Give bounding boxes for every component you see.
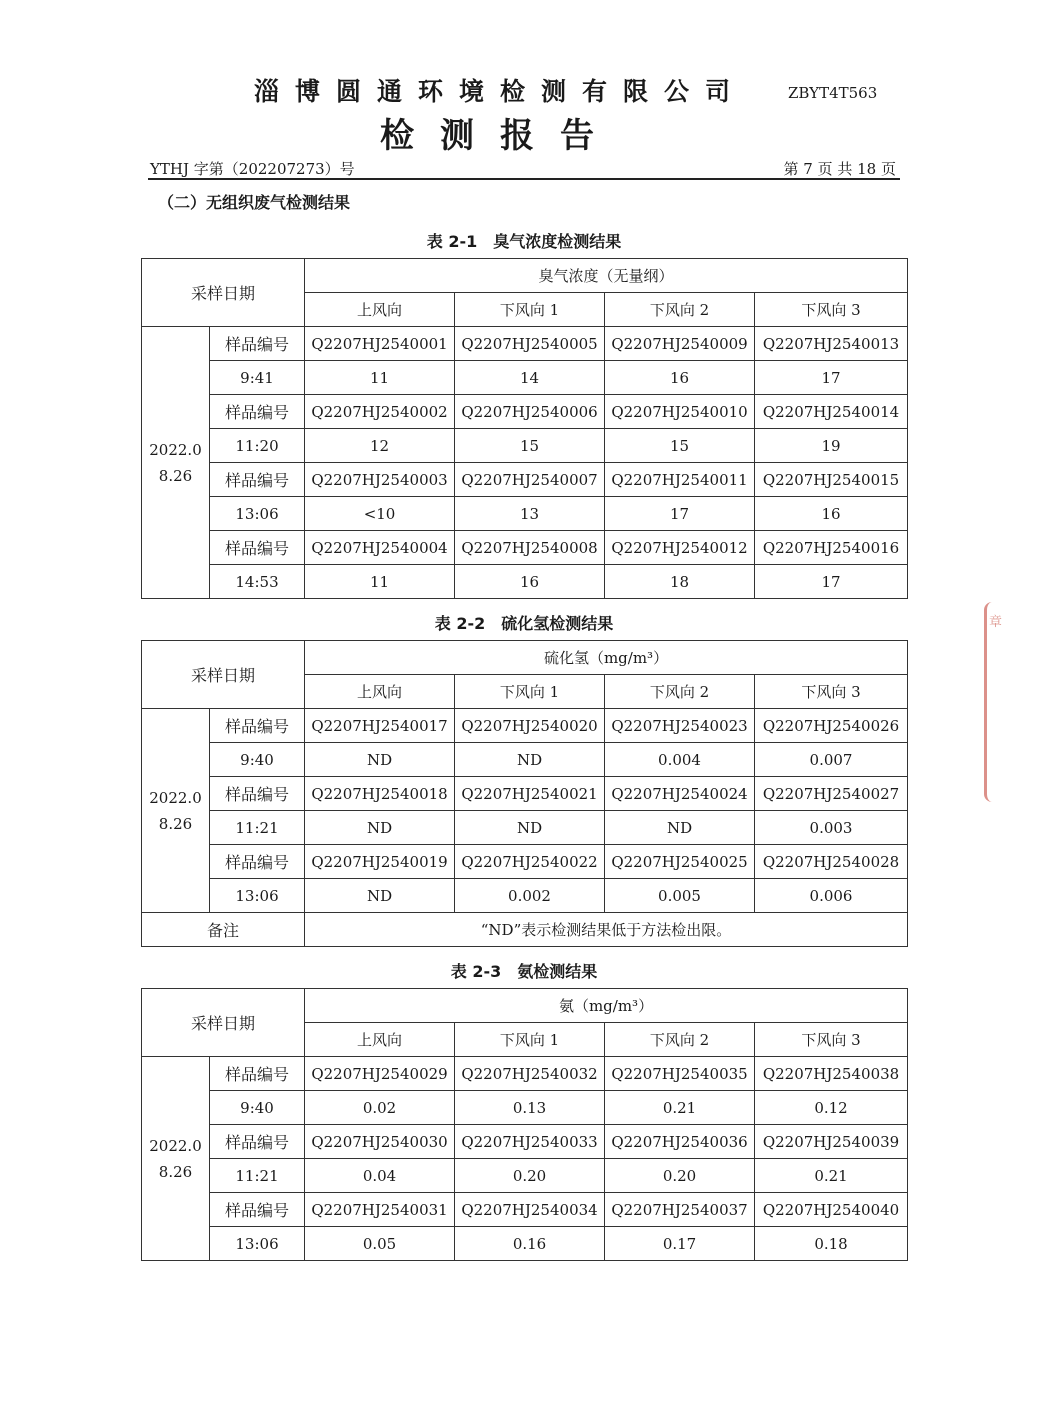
sampling-time: 11:21 [210, 1159, 305, 1193]
sample-id: Q2207HJ2540038 [755, 1057, 908, 1091]
date-line: 2022.0 [149, 1136, 202, 1155]
date-header: 采样日期 [142, 259, 305, 327]
sample-row [142, 777, 908, 811]
result-value: 16 [605, 361, 755, 395]
direction-header: 下风向 2 [605, 675, 755, 709]
report-number: YTHJ 字第（202207273）号 [150, 160, 355, 178]
sample-id-label: 样品编号 [210, 777, 305, 811]
sampling-time: 9:40 [210, 743, 305, 777]
sample-row [142, 1125, 908, 1159]
date-line: 8.26 [158, 1162, 193, 1181]
sample-id: Q2207HJ2540005 [455, 327, 605, 361]
result-value: 0.17 [605, 1227, 755, 1261]
sample-id: Q2207HJ2540006 [455, 395, 605, 429]
sample-id-label: 样品编号 [210, 327, 305, 361]
direction-header: 下风向 1 [455, 293, 605, 327]
result-value: 0.20 [605, 1159, 755, 1193]
sample-id-label: 样品编号 [210, 1193, 305, 1227]
value-row [142, 497, 908, 531]
table3-caption: 表 2-3 氨检测结果 [450, 962, 598, 981]
date-line: 2022.0 [149, 440, 202, 459]
result-value: 16 [755, 497, 908, 531]
header-divider [148, 178, 900, 180]
sample-id: Q2207HJ2540028 [755, 845, 908, 879]
sample-id: Q2207HJ2540027 [755, 777, 908, 811]
result-value: <10 [305, 497, 455, 531]
document-code: ZBYT4T563 [788, 84, 878, 102]
page-info: 第 7 页 共 18 页 [783, 160, 896, 178]
sampling-time: 13:06 [210, 497, 305, 531]
sample-id: Q2207HJ2540024 [605, 777, 755, 811]
sample-id: Q2207HJ2540003 [305, 463, 455, 497]
result-value: 11 [305, 361, 455, 395]
result-value: 0.02 [305, 1091, 455, 1125]
direction-header: 上风向 [305, 1023, 455, 1057]
date-line: 8.26 [158, 814, 193, 833]
sample-row [142, 531, 908, 565]
result-value: 0.18 [755, 1227, 908, 1261]
parameter-header: 氨（mg/m³） [305, 989, 908, 1023]
result-value: ND [305, 811, 455, 845]
sampling-time: 11:20 [210, 429, 305, 463]
sample-id: Q2207HJ2540017 [305, 709, 455, 743]
result-value: ND [455, 743, 605, 777]
result-value: ND [455, 811, 605, 845]
section-title: （二）无组织废气检测结果 [158, 193, 351, 212]
sample-id: Q2207HJ2540002 [305, 395, 455, 429]
direction-header: 下风向 3 [755, 293, 908, 327]
value-row [142, 1159, 908, 1193]
sample-id: Q2207HJ2540018 [305, 777, 455, 811]
sample-id: Q2207HJ2540022 [455, 845, 605, 879]
sample-id: Q2207HJ2540009 [605, 327, 755, 361]
table1-odor [141, 258, 908, 599]
header-row [142, 989, 908, 1023]
sample-id-label: 样品编号 [210, 845, 305, 879]
result-value: 0.16 [455, 1227, 605, 1261]
sampling-time: 9:41 [210, 361, 305, 395]
value-row [142, 743, 908, 777]
result-value: 0.005 [605, 879, 755, 913]
sample-id: Q2207HJ2540026 [755, 709, 908, 743]
sample-id-label: 样品编号 [210, 531, 305, 565]
result-value: 0.21 [755, 1159, 908, 1193]
sample-id: Q2207HJ2540025 [605, 845, 755, 879]
result-value: 17 [755, 565, 908, 599]
sample-row [142, 845, 908, 879]
sample-id: Q2207HJ2540035 [605, 1057, 755, 1091]
sample-id: Q2207HJ2540036 [605, 1125, 755, 1159]
result-value: 0.05 [305, 1227, 455, 1261]
value-row [142, 565, 908, 599]
sampling-time: 9:40 [210, 1091, 305, 1125]
sample-id: Q2207HJ2540013 [755, 327, 908, 361]
sampling-time: 13:06 [210, 1227, 305, 1261]
value-row [142, 429, 908, 463]
sample-id: Q2207HJ2540037 [605, 1193, 755, 1227]
sample-id: Q2207HJ2540008 [455, 531, 605, 565]
result-value: 18 [605, 565, 755, 599]
sample-id: Q2207HJ2540023 [605, 709, 755, 743]
result-value: 0.006 [755, 879, 908, 913]
result-value: 0.004 [605, 743, 755, 777]
sample-id: Q2207HJ2540034 [455, 1193, 605, 1227]
value-row [142, 1091, 908, 1125]
sample-id: Q2207HJ2540016 [755, 531, 908, 565]
sampling-time: 13:06 [210, 879, 305, 913]
sampling-date [142, 709, 210, 913]
sample-row [142, 709, 908, 743]
sample-id: Q2207HJ2540019 [305, 845, 455, 879]
direction-header: 上风向 [305, 293, 455, 327]
company-name: 淄博圆通环境检测有限公司 [253, 77, 746, 106]
result-value: 0.13 [455, 1091, 605, 1125]
date-line: 8.26 [158, 466, 193, 485]
sample-id-label: 样品编号 [210, 1057, 305, 1091]
value-row [142, 879, 908, 913]
sample-id-label: 样品编号 [210, 395, 305, 429]
result-value: 17 [605, 497, 755, 531]
sample-id: Q2207HJ2540020 [455, 709, 605, 743]
table3-ammonia [141, 988, 908, 1261]
result-value: ND [305, 743, 455, 777]
sample-row [142, 395, 908, 429]
sampling-time: 14:53 [210, 565, 305, 599]
result-value: ND [605, 811, 755, 845]
result-value: 15 [605, 429, 755, 463]
report-title: 检测报告 [380, 116, 620, 156]
sample-id: Q2207HJ2540010 [605, 395, 755, 429]
direction-header: 上风向 [305, 675, 455, 709]
sample-id: Q2207HJ2540033 [455, 1125, 605, 1159]
sample-id: Q2207HJ2540039 [755, 1125, 908, 1159]
value-row [142, 361, 908, 395]
header-row [142, 259, 908, 293]
date-header: 采样日期 [142, 989, 305, 1057]
result-value: ND [305, 879, 455, 913]
sample-id-label: 样品编号 [210, 1125, 305, 1159]
sample-row [142, 327, 908, 361]
sample-id: Q2207HJ2540021 [455, 777, 605, 811]
header-row [142, 641, 908, 675]
direction-header: 下风向 3 [755, 1023, 908, 1057]
date-line: 2022.0 [149, 788, 202, 807]
parameter-header: 硫化氢（mg/m³） [305, 641, 908, 675]
note-text: “ND”表示检测结果低于方法检出限。 [305, 913, 908, 947]
sample-id: Q2207HJ2540012 [605, 531, 755, 565]
result-value: 15 [455, 429, 605, 463]
result-value: 0.04 [305, 1159, 455, 1193]
result-value: 0.21 [605, 1091, 755, 1125]
sample-row [142, 1193, 908, 1227]
sample-id: Q2207HJ2540007 [455, 463, 605, 497]
table1-caption: 表 2-1 臭气浓度检测结果 [426, 232, 622, 251]
sample-row [142, 463, 908, 497]
result-value: 0.002 [455, 879, 605, 913]
date-header: 采样日期 [142, 641, 305, 709]
sample-id: Q2207HJ2540015 [755, 463, 908, 497]
sample-id: Q2207HJ2540030 [305, 1125, 455, 1159]
sample-id: Q2207HJ2540014 [755, 395, 908, 429]
direction-header: 下风向 2 [605, 1023, 755, 1057]
result-value: 0.20 [455, 1159, 605, 1193]
direction-header: 下风向 3 [755, 675, 908, 709]
note-label: 备注 [142, 913, 305, 947]
result-value: 12 [305, 429, 455, 463]
direction-header: 下风向 1 [455, 675, 605, 709]
sample-id: Q2207HJ2540001 [305, 327, 455, 361]
result-value: 19 [755, 429, 908, 463]
table2-h2s [141, 640, 908, 947]
value-row [142, 1227, 908, 1261]
sampling-time: 11:21 [210, 811, 305, 845]
sample-id: Q2207HJ2540029 [305, 1057, 455, 1091]
sample-id: Q2207HJ2540031 [305, 1193, 455, 1227]
result-value: 17 [755, 361, 908, 395]
table2-caption: 表 2-2 硫化氢检测结果 [434, 614, 614, 633]
result-value: 16 [455, 565, 605, 599]
sample-id: Q2207HJ2540004 [305, 531, 455, 565]
result-value: 0.007 [755, 743, 908, 777]
sample-id-label: 样品编号 [210, 709, 305, 743]
sample-id: Q2207HJ2540032 [455, 1057, 605, 1091]
result-value: 0.003 [755, 811, 908, 845]
sample-id: Q2207HJ2540040 [755, 1193, 908, 1227]
result-value: 0.12 [755, 1091, 908, 1125]
direction-header: 下风向 2 [605, 293, 755, 327]
sampling-date [142, 327, 210, 599]
result-value: 13 [455, 497, 605, 531]
result-value: 11 [305, 565, 455, 599]
seal-stamp: 章 [984, 602, 1009, 802]
sample-row [142, 1057, 908, 1091]
sample-id: Q2207HJ2540011 [605, 463, 755, 497]
note-row [142, 913, 908, 947]
result-value: 14 [455, 361, 605, 395]
value-row [142, 811, 908, 845]
parameter-header: 臭气浓度（无量纲） [305, 259, 908, 293]
sampling-date [142, 1057, 210, 1261]
direction-header: 下风向 1 [455, 1023, 605, 1057]
sample-id-label: 样品编号 [210, 463, 305, 497]
